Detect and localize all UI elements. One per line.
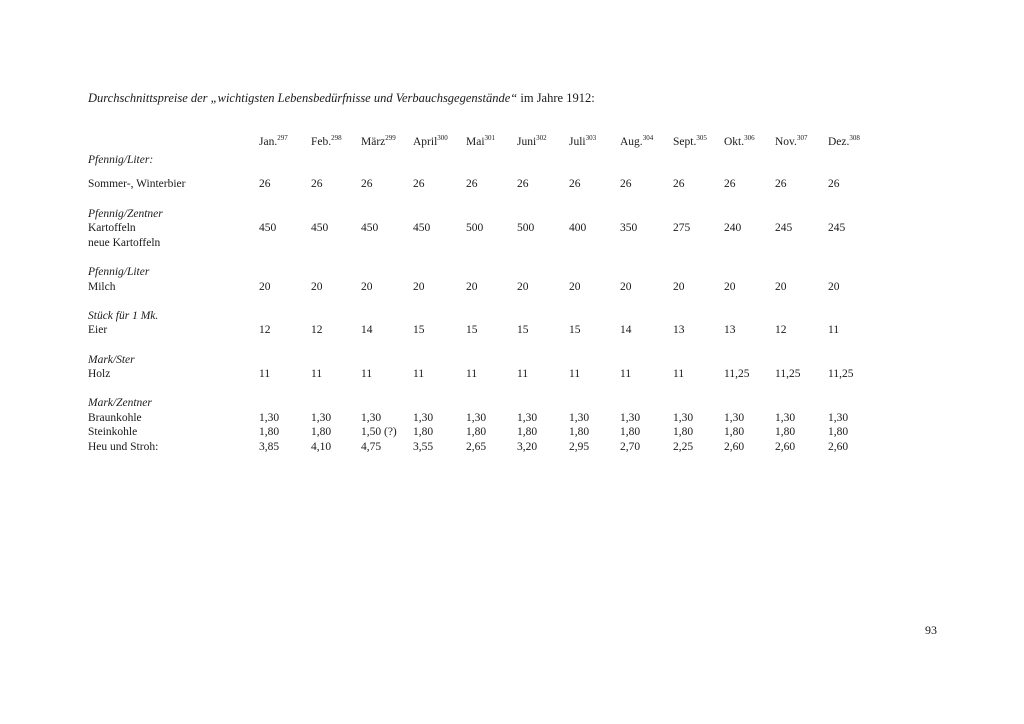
table-cell: 26	[775, 178, 787, 190]
table-cell: 26	[724, 178, 736, 190]
table-cell: 11	[517, 368, 529, 380]
table-cell: 1,30	[259, 412, 280, 424]
table-cell: 26	[828, 178, 840, 190]
table-cell: 15	[569, 324, 581, 336]
table-cell: 20	[673, 281, 685, 293]
table-cell: 12	[775, 324, 787, 336]
table-cell: 450	[311, 222, 329, 234]
table-cell: 1,80	[620, 426, 641, 438]
month-header	[724, 135, 755, 149]
title-italic: Durchschnittspreise der „wichtigsten Lebensbedürfnisse und Verbauchsgegenstände“	[88, 91, 518, 105]
month-header	[361, 135, 396, 149]
table-cell: 2,60	[828, 441, 849, 453]
month-name: Aug.	[620, 136, 643, 148]
unit-label: Mark/Zentner	[88, 397, 152, 409]
table-cell: 26	[569, 178, 581, 190]
table-cell: 1,30	[517, 412, 538, 424]
table-cell: 12	[311, 324, 323, 336]
month-name: Dez.	[828, 136, 850, 148]
table-cell: 245	[828, 222, 846, 234]
item-label: Heu und Stroh:	[88, 441, 159, 453]
table-cell: 20	[311, 281, 323, 293]
footnote-ref: 308	[849, 134, 860, 142]
month-name: Jan.	[259, 136, 278, 148]
table-cell: 2,25	[673, 441, 694, 453]
table-cell: 20	[361, 281, 373, 293]
table-cell: 1,80	[466, 426, 487, 438]
footnote-ref: 304	[642, 134, 654, 142]
table-cell: 2,70	[620, 441, 641, 453]
item-label: Milch	[88, 281, 116, 293]
item-label: Braunkohle	[88, 412, 142, 424]
table-cell: 3,20	[517, 441, 538, 453]
table-cell: 450	[413, 222, 431, 234]
table-cell: 350	[620, 222, 638, 234]
document-title	[88, 91, 595, 106]
item-label: Eier	[88, 324, 108, 336]
item-label: neue Kartoffeln	[88, 237, 161, 249]
item-label: Holz	[88, 368, 111, 380]
table-cell: 1,80	[413, 426, 434, 438]
table-cell: 11	[828, 324, 840, 336]
table-cell: 15	[517, 324, 529, 336]
footnote-ref: 303	[585, 134, 597, 142]
table-cell: 14	[361, 324, 373, 336]
table-cell: 11,25	[828, 368, 854, 380]
month-header	[517, 135, 547, 149]
month-name: Juli	[569, 136, 586, 148]
table-cell: 20	[259, 281, 271, 293]
table-cell: 1,30	[569, 412, 590, 424]
table-cell: 1,80	[775, 426, 796, 438]
table-cell: 15	[413, 324, 425, 336]
table-cell: 11	[466, 368, 478, 380]
month-header	[569, 135, 596, 149]
unit-label: Pfennig/Liter	[88, 266, 150, 278]
table-cell: 1,80	[517, 426, 538, 438]
table-cell: 11	[311, 368, 323, 380]
table-cell: 1,30	[620, 412, 641, 424]
table-cell: 11	[413, 368, 425, 380]
table-cell: 2,65	[466, 441, 487, 453]
unit-label: Mark/Ster	[88, 354, 135, 366]
footnote-ref: 307	[796, 134, 808, 142]
table-cell: 11	[361, 368, 373, 380]
table-cell: 20	[620, 281, 632, 293]
page-number: 93	[925, 623, 937, 637]
unit-label: Pfennig/Zentner	[88, 208, 163, 220]
item-label: Kartoffeln	[88, 222, 136, 234]
table-cell: 2,60	[775, 441, 796, 453]
month-name: März	[361, 136, 386, 148]
table-cell: 11,25	[775, 368, 801, 380]
table-cell: 240	[724, 222, 742, 234]
month-header	[413, 135, 448, 149]
footnote-ref: 306	[744, 134, 755, 142]
table-cell: 26	[361, 178, 373, 190]
table-cell: 500	[517, 222, 535, 234]
title-plain: im Jahre 1912:	[517, 91, 595, 105]
table-cell: 1,30	[673, 412, 694, 424]
footnote-ref: 299	[385, 134, 396, 142]
table-cell: 20	[466, 281, 478, 293]
footnote-ref: 298	[331, 134, 342, 142]
table-cell: 3,55	[413, 441, 434, 453]
table-cell: 20	[724, 281, 736, 293]
month-name: Mai	[466, 136, 485, 148]
month-name: Juni	[517, 136, 537, 148]
table-cell: 12	[259, 324, 271, 336]
month-name: Sept.	[673, 136, 697, 148]
table-cell: 20	[828, 281, 840, 293]
table-cell: 1,30	[311, 412, 332, 424]
month-header	[828, 135, 860, 149]
table-cell: 20	[517, 281, 529, 293]
month-name: April	[413, 136, 438, 148]
month-name: Okt.	[724, 136, 745, 148]
table-cell: 2,95	[569, 441, 590, 453]
item-label: Steinkohle	[88, 426, 138, 438]
month-name: Nov.	[775, 136, 797, 148]
table-cell: 11,25	[724, 368, 750, 380]
table-cell: 1,80	[724, 426, 745, 438]
table-cell: 1,80	[311, 426, 332, 438]
table-cell: 1,30	[724, 412, 745, 424]
table-cell: 15	[466, 324, 478, 336]
table-cell: 26	[259, 178, 271, 190]
table-cell: 1,30	[775, 412, 796, 424]
table-cell: 11	[569, 368, 581, 380]
table-cell: 1,80	[673, 426, 694, 438]
table-cell: 450	[259, 222, 277, 234]
month-header	[259, 135, 288, 149]
table-cell: 4,10	[311, 441, 332, 453]
table-cell: 20	[775, 281, 787, 293]
table-cell: 1,30	[413, 412, 434, 424]
month-header	[673, 135, 707, 149]
table-cell: 1,80	[259, 426, 280, 438]
table-cell: 1,50 (?)	[361, 426, 397, 438]
month-name: Feb.	[311, 136, 332, 148]
table-cell: 3,85	[259, 441, 280, 453]
table-cell: 26	[673, 178, 685, 190]
table-cell: 26	[620, 178, 632, 190]
table-cell: 1,30	[828, 412, 849, 424]
table-cell: 26	[311, 178, 323, 190]
table-cell: 1,30	[361, 412, 382, 424]
table-cell: 450	[361, 222, 379, 234]
table-cell: 1,30	[466, 412, 487, 424]
unit-label: Pfennig/Liter:	[88, 154, 154, 166]
table-cell: 400	[569, 222, 587, 234]
month-header	[775, 135, 807, 149]
table-cell: 1,80	[569, 426, 590, 438]
unit-label: Stück für 1 Mk.	[88, 310, 159, 322]
table-cell: 1,80	[828, 426, 849, 438]
footnote-ref: 301	[484, 134, 496, 142]
table-cell: 20	[413, 281, 425, 293]
month-header	[620, 135, 653, 149]
table-cell: 14	[620, 324, 632, 336]
table-cell: 26	[413, 178, 425, 190]
table-cell: 13	[673, 324, 685, 336]
month-header	[311, 135, 342, 149]
table-cell: 4,75	[361, 441, 382, 453]
table-cell: 20	[569, 281, 581, 293]
table-cell: 500	[466, 222, 484, 234]
footnote-ref: 297	[277, 134, 288, 142]
table-cell: 11	[259, 368, 271, 380]
table-cell: 26	[466, 178, 478, 190]
table-cell: 13	[724, 324, 736, 336]
month-header	[466, 135, 495, 149]
item-label: Sommer-, Winterbier	[88, 178, 186, 190]
footnote-ref: 305	[696, 134, 707, 142]
table-cell: 26	[517, 178, 529, 190]
footnote-ref: 300	[437, 134, 448, 142]
footnote-ref: 302	[536, 134, 547, 142]
table-cell: 11	[673, 368, 685, 380]
table-cell: 275	[673, 222, 691, 234]
table-cell: 245	[775, 222, 793, 234]
table-cell: 11	[620, 368, 632, 380]
table-cell: 2,60	[724, 441, 745, 453]
